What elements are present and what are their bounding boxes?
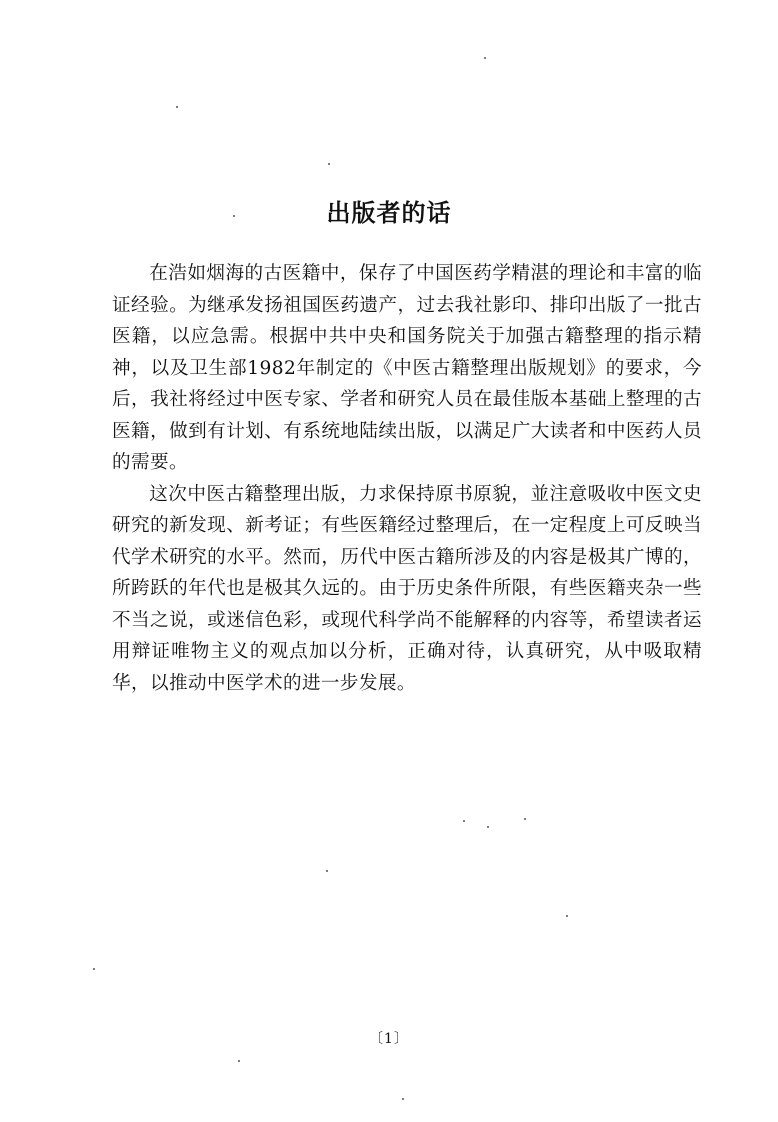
scan-speck [326,870,328,872]
paragraph-2: 这次中医古籍整理出版，力求保持原书原貌，並注意吸收中医文史研究的新发现、新考证；有些医籍经过整理后，在一定程度上可反映当代学术研究的水平。然而，历代中医古籍所涉及的内容是极其广博的，所跨跃的年代也是极其久远的。由于历史条件所限，有些医籍夹杂一些不当之说，或迷信色彩，或现代科学尚不能解释的内容等，希望读者运用辩证唯物主义的观点加以分析，正确对待，认真研究，从中吸取精华，以推动中医学术的进一步发展。 [112,483,702,694]
page-title: 出版者的话 [326,199,452,227]
paragraph-1: 在浩如烟海的古医籍中，保存了中国医药学精湛的理论和丰富的临证经验。为继承发扬祖国医药遗产，过去我社影印、排印出版了一批古医籍，以应急需。根据中共中央和国务院关于加强古籍整理的指示精神，以及卫生部1982年制定的《中医古籍整理出版规划》的要求，今后，我社将经过中医专家、学者和研究人员在最佳版本基础上整理的古医籍，做到有计划、有系统地陆续出版，以满足广大读者和中医药人员的需要。 [112,263,702,473]
scan-speck [484,57,486,59]
scan-speck [176,106,178,108]
scan-speck [487,826,489,828]
scan-speck [233,215,235,217]
scan-speck [328,163,330,165]
scan-speck [402,1098,404,1100]
scan-speck [93,968,95,970]
scan-speck [566,915,568,917]
scan-speck [463,820,465,822]
body-text [112,258,702,699]
scan-speck [238,1060,240,1062]
page-number: 〔1〕 [369,1031,409,1047]
scan-speck [524,818,526,820]
